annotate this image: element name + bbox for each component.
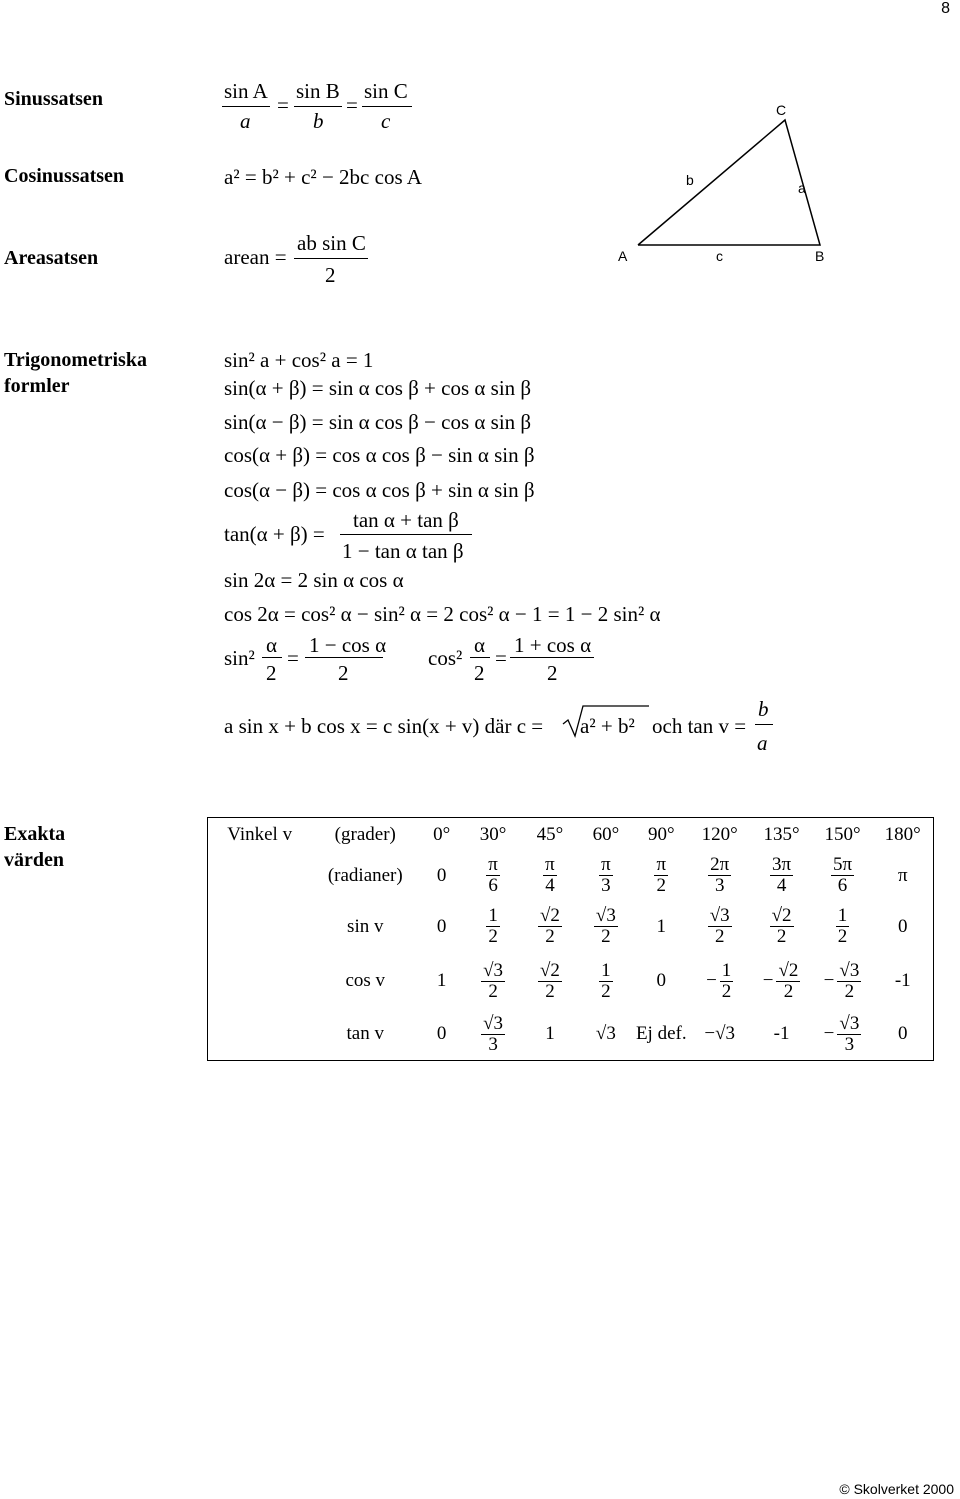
table-cell: $\frac{√3}{2}$: [595, 905, 616, 948]
half-cos-lhs: cos²: [428, 646, 463, 670]
table-cell: 45°: [536, 823, 564, 845]
label-cosinussatsen: Cosinussatsen: [4, 165, 125, 187]
table-cell: Ej def.: [635, 1023, 687, 1045]
table-cell: 60°: [592, 823, 620, 845]
table-cell: − $\frac{1}{2}$: [706, 959, 732, 1002]
table-cell: $\frac{1}{2}$: [601, 959, 611, 1002]
table-cell: − $\frac{√2}{2}$: [762, 959, 799, 1002]
footer-copyright: © Skolverket 2000: [839, 1481, 954, 1497]
label-trig-formler: Trigonometriska formler: [4, 349, 147, 397]
table-cell: $\frac{√3}{3}$: [483, 1012, 504, 1055]
table-row-cos: [208, 954, 934, 1008]
label-areasatsen: Areasatsen: [4, 247, 99, 269]
area-lhs: arean =: [224, 245, 287, 269]
area-den: 2: [325, 263, 336, 287]
sine-law-den-2: b: [313, 109, 324, 133]
formula-cos-diff: cos(α − β) = cos α cos β + sin α sin β: [224, 478, 535, 502]
sine-law-den-3: c: [381, 109, 391, 133]
table-cell: $\frac{√3}{2}$: [483, 959, 504, 1002]
table-cell: 120°: [701, 823, 738, 845]
triangle-vertex-c: C: [776, 102, 787, 118]
table-cell: $\frac{\pi}{4}$: [545, 854, 555, 897]
table-cell: 30°: [479, 823, 507, 845]
table-cell: $\frac{5\pi}{6}$: [832, 854, 853, 897]
triangle-side-c: c: [716, 248, 723, 264]
area-num: ab sin C: [297, 231, 366, 255]
table-cell: $\frac{2\pi}{3}$: [710, 854, 730, 897]
table-cell: 180°: [884, 823, 921, 845]
table-cell: $\frac{\pi}{3}$: [601, 854, 611, 897]
triangle-side-b: b: [686, 172, 694, 188]
half-cos-num: 1 + cos α: [514, 633, 592, 657]
combo-den: a: [757, 731, 768, 755]
tan-sum-lhs: tan(α + β) =: [224, 522, 325, 546]
table-cell: 0: [897, 915, 908, 937]
half-sin-lhs: sin²: [224, 646, 255, 670]
table-cell: $\frac{√2}{2}$: [771, 905, 792, 948]
sine-law-num-3: sin C: [364, 79, 408, 103]
table-cell: 0: [436, 915, 447, 937]
table-row-degrees: [208, 818, 934, 852]
table-cell: 150°: [824, 823, 861, 845]
table-cell: $\frac{1}{2}$: [488, 905, 498, 948]
formula-cos-double: cos 2α = cos² α − sin² α = 2 cos² α − 1 = 1 − 2 sin² α: [224, 602, 661, 626]
table-cell: $\frac{\pi}{6}$: [488, 854, 498, 897]
sine-law-den-1: a: [240, 109, 251, 133]
triangle-vertex-a: A: [618, 248, 628, 264]
table-row-label: sin v: [347, 915, 384, 937]
table-row-radians: [208, 852, 934, 900]
table-cell: $\frac{√2}{2}$: [540, 959, 560, 1002]
table-cell: √3: [595, 1023, 616, 1045]
table-cell: $\frac{√3}{2}$: [709, 905, 730, 948]
table-cell: 0°: [433, 823, 451, 845]
sine-law-num-1: sin A: [224, 79, 268, 103]
formula-sin-double: sin 2α = 2 sin α cos α: [224, 568, 404, 592]
formula-sin-sum: sin(α + β) = sin α cos β + cos α sin β: [224, 376, 532, 400]
table-cell: 135°: [763, 823, 800, 845]
cosine-law: a² = b² + c² − 2bc cos A: [224, 165, 422, 189]
triangle-diagram: [600, 90, 850, 270]
triangle-vertex-b: B: [815, 248, 825, 264]
table-cell: 0: [656, 970, 667, 992]
formula-sin-diff: sin(α − β) = sin α cos β − cos α sin β: [224, 410, 532, 434]
table-cell: -1: [894, 970, 911, 992]
table-cell: − $\frac{√3}{3}$: [823, 1012, 860, 1055]
exact-values-table: [207, 817, 934, 1061]
table-cell: 1: [436, 970, 447, 992]
table-cell: 0: [436, 864, 447, 886]
table-cell: − $\frac{√3}{2}$: [823, 959, 860, 1002]
table-cell: 90°: [647, 823, 675, 845]
combo-num: b: [758, 697, 769, 721]
tan-sum-den: 1 − tan α tan β: [342, 539, 464, 563]
page-number: 8: [941, 0, 950, 17]
tan-sum-num: tan α + tan β: [353, 508, 459, 532]
table-cell: 1: [656, 915, 667, 937]
table-row-label: tan v: [346, 1023, 384, 1045]
table-cell: $\frac{1}{2}$: [837, 905, 848, 948]
table-title: Vinkel v: [227, 823, 293, 845]
table-row-sin: [208, 900, 934, 954]
table-cell: 0: [897, 1023, 908, 1045]
table-cell: 1: [545, 1023, 555, 1045]
table-row-label: (radianer): [327, 864, 403, 886]
table-cell: −√3: [704, 1023, 736, 1045]
label-sinussatsen: Sinussatsen: [4, 88, 103, 110]
table-cell: $\frac{\pi}{2}$: [656, 854, 667, 897]
formula-pythagorean: sin² a + cos² a = 1: [224, 348, 374, 372]
table-cell: 0: [436, 1023, 447, 1045]
combo-root: a² + b²: [580, 714, 635, 738]
label-exakta-varden: Exakta värden: [4, 823, 66, 871]
combo-och: och tan v =: [652, 714, 747, 738]
table-row-label: cos v: [345, 970, 386, 992]
half-sin-num: 1 − cos α: [309, 633, 387, 657]
triangle-side-a: a: [798, 180, 806, 196]
sine-law-num-2: sin B: [296, 79, 340, 103]
table-row-label: (grader): [334, 823, 396, 845]
table-cell: $\frac{3\pi}{4}$: [772, 854, 792, 897]
table-cell: -1: [773, 1023, 790, 1045]
table-cell: π: [897, 864, 908, 886]
table-row-tan: [208, 1008, 934, 1060]
formula-cos-sum: cos(α + β) = cos α cos β − sin α sin β: [224, 443, 535, 467]
combo-main: a sin x + b cos x = c sin(x + v) där c =: [224, 714, 544, 738]
table-cell: $\frac{√2}{2}$: [540, 905, 560, 948]
